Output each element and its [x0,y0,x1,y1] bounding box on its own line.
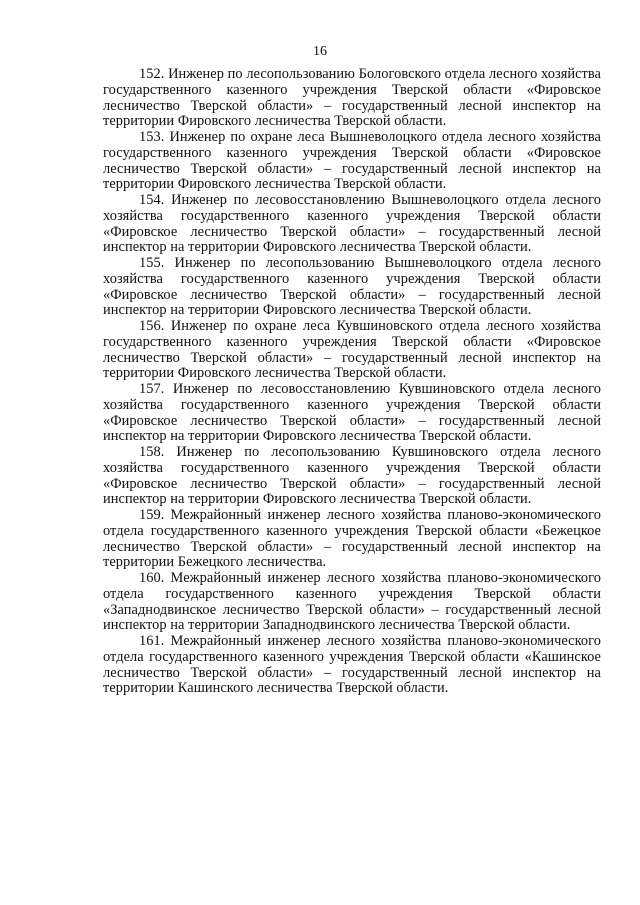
page-number: 16 [313,44,327,59]
paragraph-161: 161. Межрайонный инженер лесного хозяйства планово-экономического отдела государственного казенного учреждения Тверской области «Кашинское лесничество Тверской области» – государственный лесной инспектор на территории Кашинского лесничества Тверской области. [103,633,601,697]
paragraph-157: 157. Инженер по лесовосстановлению Кувшиновского отдела лесного хозяйства государственного казенного учреждения Тверской области «Фировское лесничество Тверской области» – государственный лесной инспектор на территории Фировского лесничества Тверской области. [103,381,601,445]
document-body [103,67,601,697]
paragraph-156: 156. Инженер по охране леса Кувшиновского отдела лесного хозяйства государственного казенного учреждения Тверской области «Фировское лесничество Тверской области» – государственный лесной инспектор на территории Фировского лесничества Тверской области. [103,318,601,382]
paragraph-159: 159. Межрайонный инженер лесного хозяйства планово-экономического отдела государственного казенного учреждения Тверской области «Бежецкое лесничество Тверской области» – государственный лесной инспектор на территории Бежецкого лесничества. [103,507,601,571]
paragraph-158: 158. Инженер по лесопользованию Кувшиновского отдела лесного хозяйства государственного казенного учреждения Тверской области «Фировское лесничество Тверской области» – государственный лесной инспектор на территории Фировского лесничества Тверской области. [103,444,601,508]
paragraph-152: 152. Инженер по лесопользованию Бологовского отдела лесного хозяйства государственного казенного учреждения Тверской области «Фировское лесничество Тверской области» – государственный лесной инспектор на территории Фировского лесничества Тверской области. [103,66,601,130]
paragraph-153: 153. Инженер по охране леса Вышневолоцкого отдела лесного хозяйства государственного казенного учреждения Тверской области «Фировское лесничество Тверской области» – государственный лесной инспектор на территории Фировского лесничества Тверской области. [103,129,601,193]
paragraph-160: 160. Межрайонный инженер лесного хозяйства планово-экономического отдела государственного казенного учреждения Тверской области «Западнодвинское лесничество Тверской области» – государственный лесной инспектор на территории Западнодвинского лесничества Тверской области. [103,570,601,634]
paragraph-154: 154. Инженер по лесовосстановлению Вышневолоцкого отдела лесного хозяйства государственного казенного учреждения Тверской области «Фировское лесничество Тверской области» – государственный лесной инспектор на территории Фировского лесничества Тверской области. [103,192,601,256]
paragraph-155: 155. Инженер по лесопользованию Вышневолоцкого отдела лесного хозяйства государственного казенного учреждения Тверской области «Фировское лесничество Тверской области» – государственный лесной инспектор на территории Фировского лесничества Тверской области. [103,255,601,319]
